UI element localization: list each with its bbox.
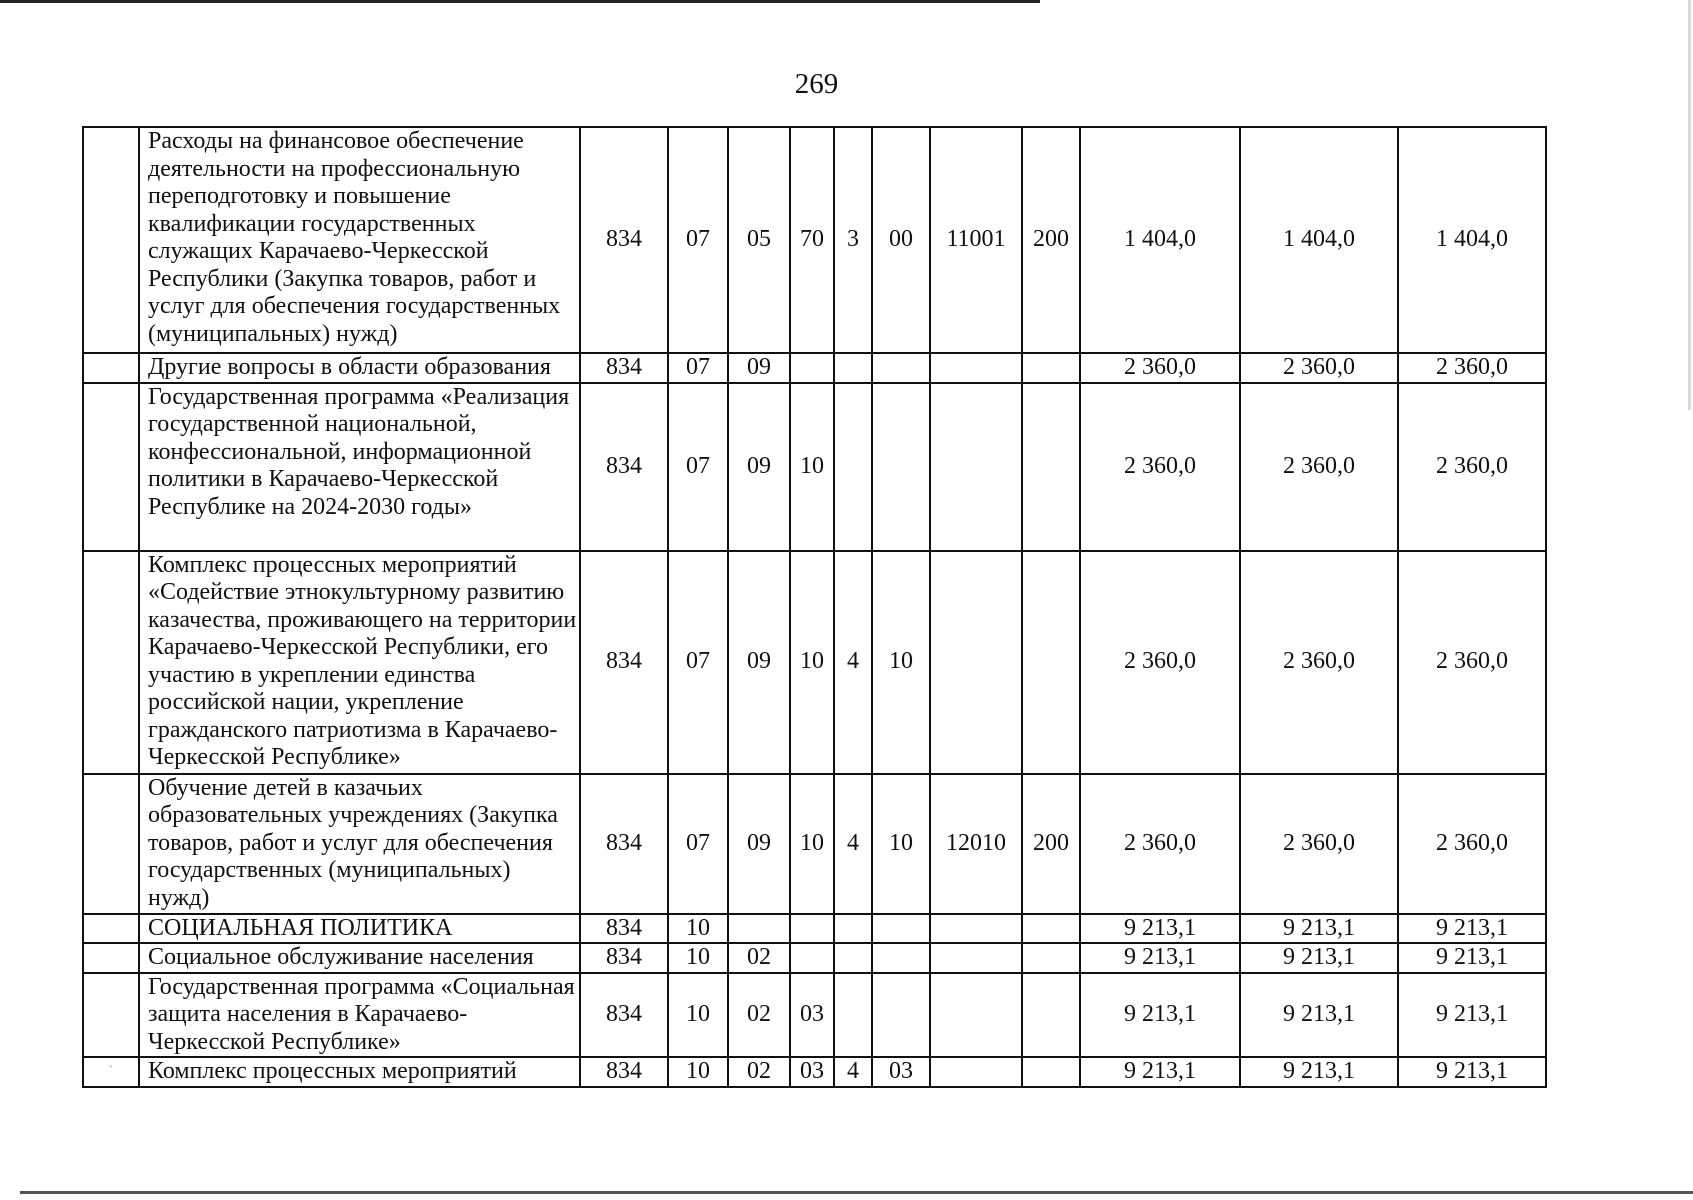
item-name: Государственная программа «Социальная защита населения в Карачаево-Черкесской Республике» bbox=[139, 973, 580, 1058]
table-row bbox=[83, 774, 1546, 914]
code-section: 07 bbox=[668, 551, 728, 774]
amount-year-2: 1 404,0 bbox=[1240, 127, 1398, 353]
table-row bbox=[83, 1057, 1546, 1087]
code-type bbox=[834, 383, 872, 551]
code-expense-type: 200 bbox=[1022, 127, 1080, 353]
item-name: СОЦИАЛЬНАЯ ПОЛИТИКА bbox=[139, 914, 580, 944]
amount-year-1: 9 213,1 bbox=[1080, 973, 1240, 1058]
amount-year-2: 2 360,0 bbox=[1240, 383, 1398, 551]
code-direction bbox=[930, 353, 1022, 383]
code-section: 07 bbox=[668, 353, 728, 383]
table-row bbox=[83, 943, 1546, 973]
code-subsection: 05 bbox=[728, 127, 790, 353]
table-row bbox=[83, 383, 1546, 551]
code-program bbox=[790, 943, 834, 973]
amount-year-2: 9 213,1 bbox=[1240, 914, 1398, 944]
code-expense-type bbox=[1022, 1057, 1080, 1087]
code-ministry: 834 bbox=[580, 383, 668, 551]
code-type: 3 bbox=[834, 127, 872, 353]
code-expense-type bbox=[1022, 353, 1080, 383]
table-row bbox=[83, 973, 1546, 1058]
row-marker bbox=[83, 774, 139, 914]
amount-year-2: 2 360,0 bbox=[1240, 551, 1398, 774]
code-type bbox=[834, 353, 872, 383]
code-direction: 12010 bbox=[930, 774, 1022, 914]
item-name: Комплекс процессных мероприятий «Содействие этнокультурному развитию казачества, проживающего на территории Карачаево-Черкесской Республики, его участию в укреплении единства российской нации, укрепление гражданского патриотизма в Карачаево-Черкесской Республике» bbox=[139, 551, 580, 774]
code-ministry: 834 bbox=[580, 774, 668, 914]
amount-year-1: 9 213,1 bbox=[1080, 914, 1240, 944]
code-subsection: 02 bbox=[728, 943, 790, 973]
code-element bbox=[872, 914, 930, 944]
code-element bbox=[872, 943, 930, 973]
code-type: 4 bbox=[834, 774, 872, 914]
amount-year-3: 2 360,0 bbox=[1398, 353, 1546, 383]
code-subsection: 09 bbox=[728, 551, 790, 774]
code-element: 10 bbox=[872, 551, 930, 774]
amount-year-2: 2 360,0 bbox=[1240, 353, 1398, 383]
item-name: Обучение детей в казачьих образовательных учреждениях (Закупка товаров, работ и услуг для обеспечения государственных (муниципальных) нужд) bbox=[139, 774, 580, 914]
code-element bbox=[872, 973, 930, 1058]
code-ministry: 834 bbox=[580, 914, 668, 944]
row-marker bbox=[83, 353, 139, 383]
code-ministry: 834 bbox=[580, 943, 668, 973]
scan-edge-right bbox=[1688, 0, 1691, 410]
code-program: 70 bbox=[790, 127, 834, 353]
row-marker bbox=[83, 551, 139, 774]
code-section: 10 bbox=[668, 1057, 728, 1087]
code-expense-type bbox=[1022, 914, 1080, 944]
code-direction bbox=[930, 383, 1022, 551]
amount-year-3: 2 360,0 bbox=[1398, 551, 1546, 774]
item-name: Государственная программа «Реализация государственной национальной, конфессиональной, информационной политики в Карачаево-Черкесской Республике на 2024-2030 годы» bbox=[139, 383, 580, 551]
code-section: 10 bbox=[668, 914, 728, 944]
code-type: 4 bbox=[834, 1057, 872, 1087]
table-row bbox=[83, 551, 1546, 774]
scan-edge-bottom bbox=[20, 1191, 1693, 1194]
row-marker: ` bbox=[83, 1057, 139, 1087]
code-program bbox=[790, 914, 834, 944]
amount-year-1: 2 360,0 bbox=[1080, 774, 1240, 914]
page-number: 269 bbox=[794, 68, 839, 100]
item-name: Социальное обслуживание населения bbox=[139, 943, 580, 973]
code-type bbox=[834, 973, 872, 1058]
code-program: 10 bbox=[790, 383, 834, 551]
code-subsection bbox=[728, 914, 790, 944]
code-subsection: 02 bbox=[728, 1057, 790, 1087]
code-ministry: 834 bbox=[580, 127, 668, 353]
amount-year-2: 9 213,1 bbox=[1240, 1057, 1398, 1087]
amount-year-3: 9 213,1 bbox=[1398, 943, 1546, 973]
code-program: 10 bbox=[790, 774, 834, 914]
amount-year-3: 1 404,0 bbox=[1398, 127, 1546, 353]
scan-edge-top bbox=[0, 0, 1040, 3]
amount-year-3: 9 213,1 bbox=[1398, 973, 1546, 1058]
row-marker bbox=[83, 914, 139, 944]
amount-year-3: 2 360,0 bbox=[1398, 383, 1546, 551]
item-name: Другие вопросы в области образования bbox=[139, 353, 580, 383]
code-direction bbox=[930, 1057, 1022, 1087]
code-section: 07 bbox=[668, 383, 728, 551]
code-direction: 11001 bbox=[930, 127, 1022, 353]
amount-year-3: 9 213,1 bbox=[1398, 914, 1546, 944]
code-element: 00 bbox=[872, 127, 930, 353]
code-program: 10 bbox=[790, 551, 834, 774]
budget-table bbox=[82, 126, 1547, 1088]
code-program: 03 bbox=[790, 973, 834, 1058]
code-element bbox=[872, 353, 930, 383]
code-direction bbox=[930, 914, 1022, 944]
code-subsection: 02 bbox=[728, 973, 790, 1058]
code-section: 07 bbox=[668, 127, 728, 353]
code-type bbox=[834, 914, 872, 944]
row-marker bbox=[83, 943, 139, 973]
code-section: 07 bbox=[668, 774, 728, 914]
amount-year-1: 2 360,0 bbox=[1080, 383, 1240, 551]
code-ministry: 834 bbox=[580, 551, 668, 774]
row-marker bbox=[83, 383, 139, 551]
code-expense-type: 200 bbox=[1022, 774, 1080, 914]
code-ministry: 834 bbox=[580, 1057, 668, 1087]
amount-year-2: 2 360,0 bbox=[1240, 774, 1398, 914]
amount-year-1: 2 360,0 bbox=[1080, 551, 1240, 774]
code-direction bbox=[930, 551, 1022, 774]
code-ministry: 834 bbox=[580, 973, 668, 1058]
table-row bbox=[83, 353, 1546, 383]
code-element: 03 bbox=[872, 1057, 930, 1087]
code-program: 03 bbox=[790, 1057, 834, 1087]
row-marker bbox=[83, 127, 139, 353]
row-marker bbox=[83, 973, 139, 1058]
table-row bbox=[83, 914, 1546, 944]
code-element: 10 bbox=[872, 774, 930, 914]
code-expense-type bbox=[1022, 551, 1080, 774]
amount-year-1: 9 213,1 bbox=[1080, 1057, 1240, 1087]
amount-year-3: 2 360,0 bbox=[1398, 774, 1546, 914]
code-program bbox=[790, 353, 834, 383]
code-expense-type bbox=[1022, 973, 1080, 1058]
code-type: 4 bbox=[834, 551, 872, 774]
code-subsection: 09 bbox=[728, 353, 790, 383]
amount-year-1: 2 360,0 bbox=[1080, 353, 1240, 383]
code-subsection: 09 bbox=[728, 383, 790, 551]
table-row bbox=[83, 127, 1546, 353]
item-name: Комплекс процессных мероприятий bbox=[139, 1057, 580, 1087]
amount-year-2: 9 213,1 bbox=[1240, 943, 1398, 973]
code-section: 10 bbox=[668, 973, 728, 1058]
code-expense-type bbox=[1022, 383, 1080, 551]
code-direction bbox=[930, 943, 1022, 973]
code-type bbox=[834, 943, 872, 973]
code-subsection: 09 bbox=[728, 774, 790, 914]
code-expense-type bbox=[1022, 943, 1080, 973]
item-name: Расходы на финансовое обеспечение деятельности на профессиональную переподготовку и повышение квалификации государственных служащих Карачаево-Черкесской Республики (Закупка товаров, работ и услуг для обеспечения государственных (муниципальных) нужд) bbox=[139, 127, 580, 353]
code-element bbox=[872, 383, 930, 551]
code-direction bbox=[930, 973, 1022, 1058]
amount-year-2: 9 213,1 bbox=[1240, 973, 1398, 1058]
amount-year-1: 1 404,0 bbox=[1080, 127, 1240, 353]
amount-year-3: 9 213,1 bbox=[1398, 1057, 1546, 1087]
code-ministry: 834 bbox=[580, 353, 668, 383]
amount-year-1: 9 213,1 bbox=[1080, 943, 1240, 973]
code-section: 10 bbox=[668, 943, 728, 973]
